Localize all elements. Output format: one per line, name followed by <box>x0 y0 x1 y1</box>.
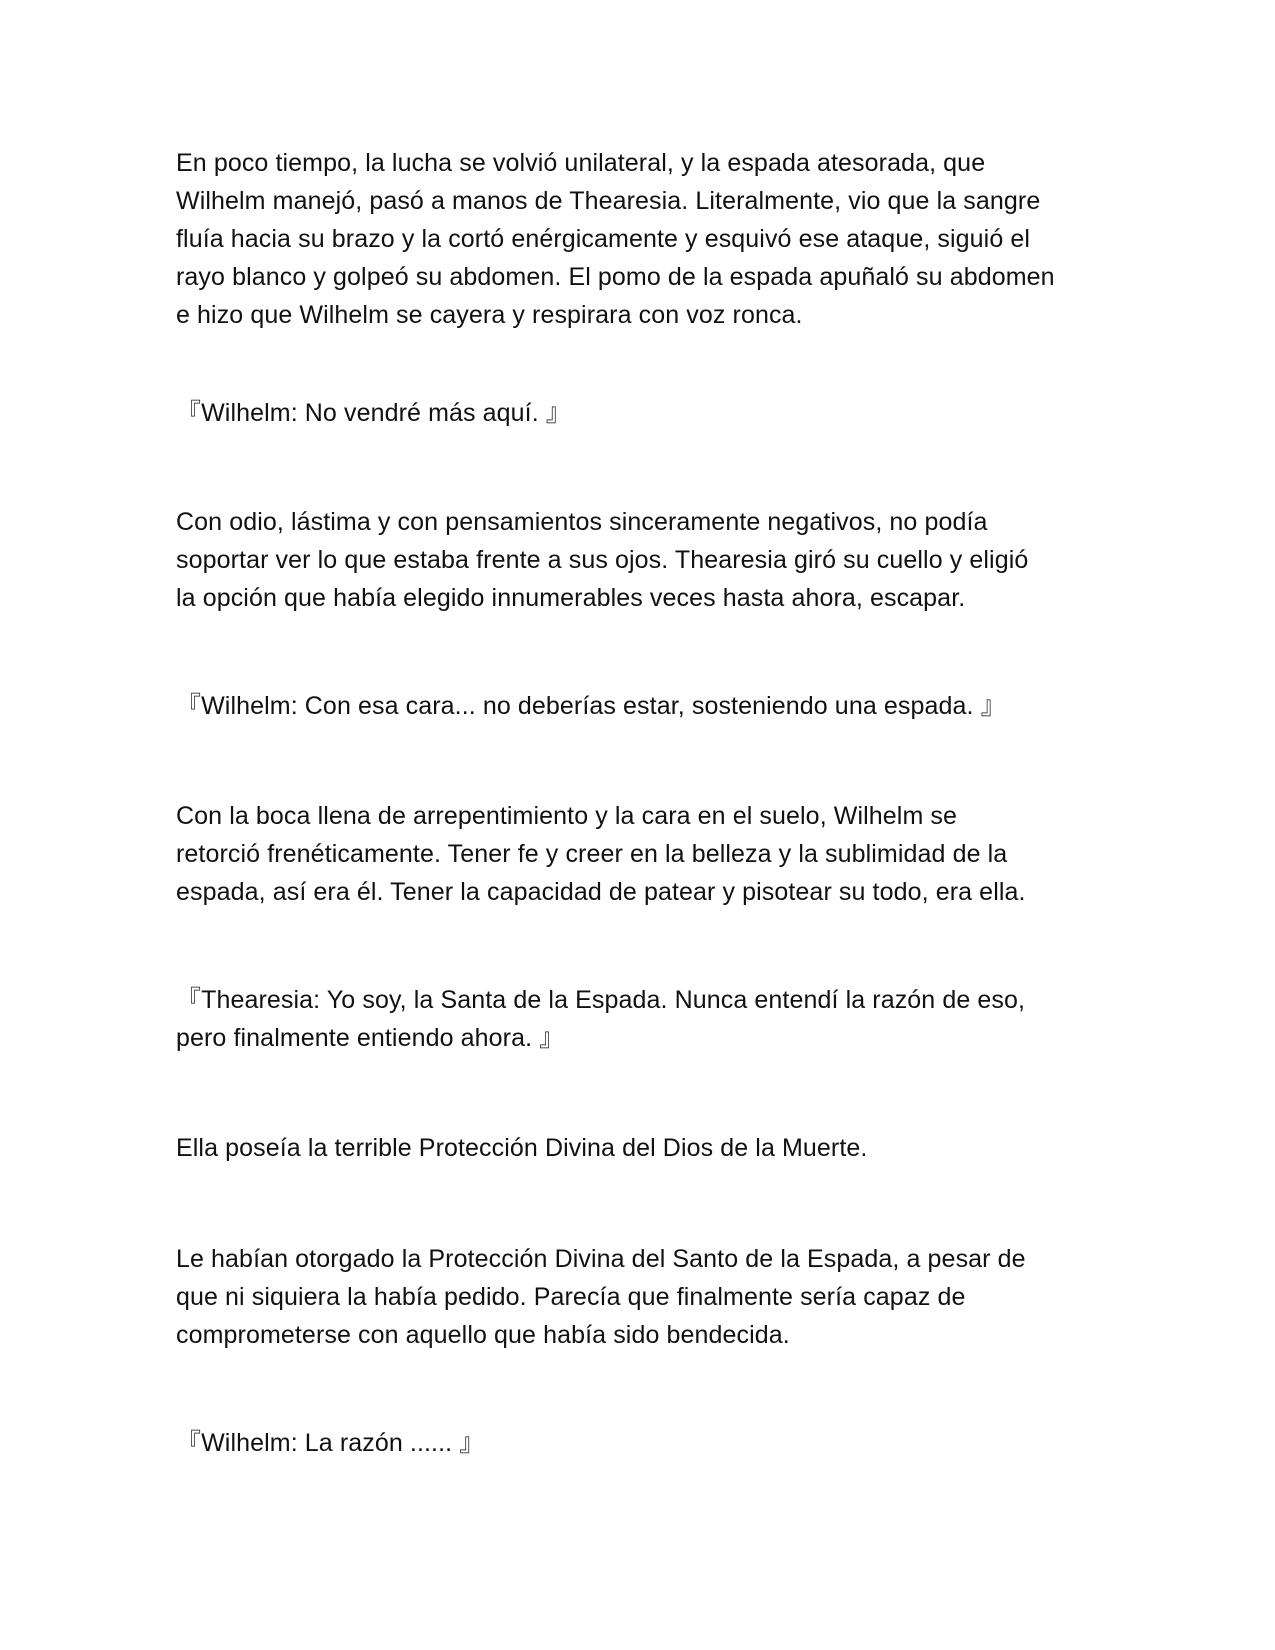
paragraph-fight-narration: En poco tiempo, la lucha se volvió unilateral, y la espada atesorada, que Wilhelm manejó, pasó a manos de Thearesia. Literalmente, vio que la sangre fluía hacia su brazo y la cortó enérgicamente y esquivó ese ataque, siguió el rayo blanco y golpeó su abdomen. El pomo de la espada apuñaló su abdomen e hizo que Wilhelm se cayera y respirara con voz ronca. <box>176 149 1055 329</box>
paragraph-divine-protection-death: Ella poseía la terrible Protección Divina del Dios de la Muerte. <box>176 1134 868 1162</box>
paragraph-wilhelm-regret: Con la boca llena de arrepentimiento y la cara en el suelo, Wilhelm se retorció frenéticamente. Tener fe y creer en la belleza y la sublimidad de la espada, así era él. Tener la capacidad de patear y pisotear su todo, era ella. <box>176 802 1026 906</box>
dialogue-thearesia: 『Thearesia: Yo soy, la Santa de la Espada. Nunca entendí la razón de eso, pero finalmente entiendo ahora. 』 <box>176 986 1026 1052</box>
dialogue-wilhelm-2: 『Wilhelm: Con esa cara... no deberías estar, sosteniendo una espada. 』 <box>176 692 1006 720</box>
paragraph-divine-protection-sword: Le habían otorgado la Protección Divina del Santo de la Espada, a pesar de que ni siquiera la había pedido. Parecía que finalmente sería capaz de comprometerse con aquello que había sido bendecida. <box>176 1245 1026 1349</box>
dialogue-wilhelm-3: 『Wilhelm: La razón ...... 』 <box>176 1429 485 1457</box>
dialogue-wilhelm-1: 『Wilhelm: No vendré más aquí. 』 <box>176 399 571 427</box>
paragraph-thearesia-escape: Con odio, lástima y con pensamientos sinceramente negativos, no podía soportar ver lo que estaba frente a sus ojos. Thearesia giró su cuello y eligió la opción que había elegido innumerables veces hasta ahora, escapar. <box>176 508 1029 612</box>
